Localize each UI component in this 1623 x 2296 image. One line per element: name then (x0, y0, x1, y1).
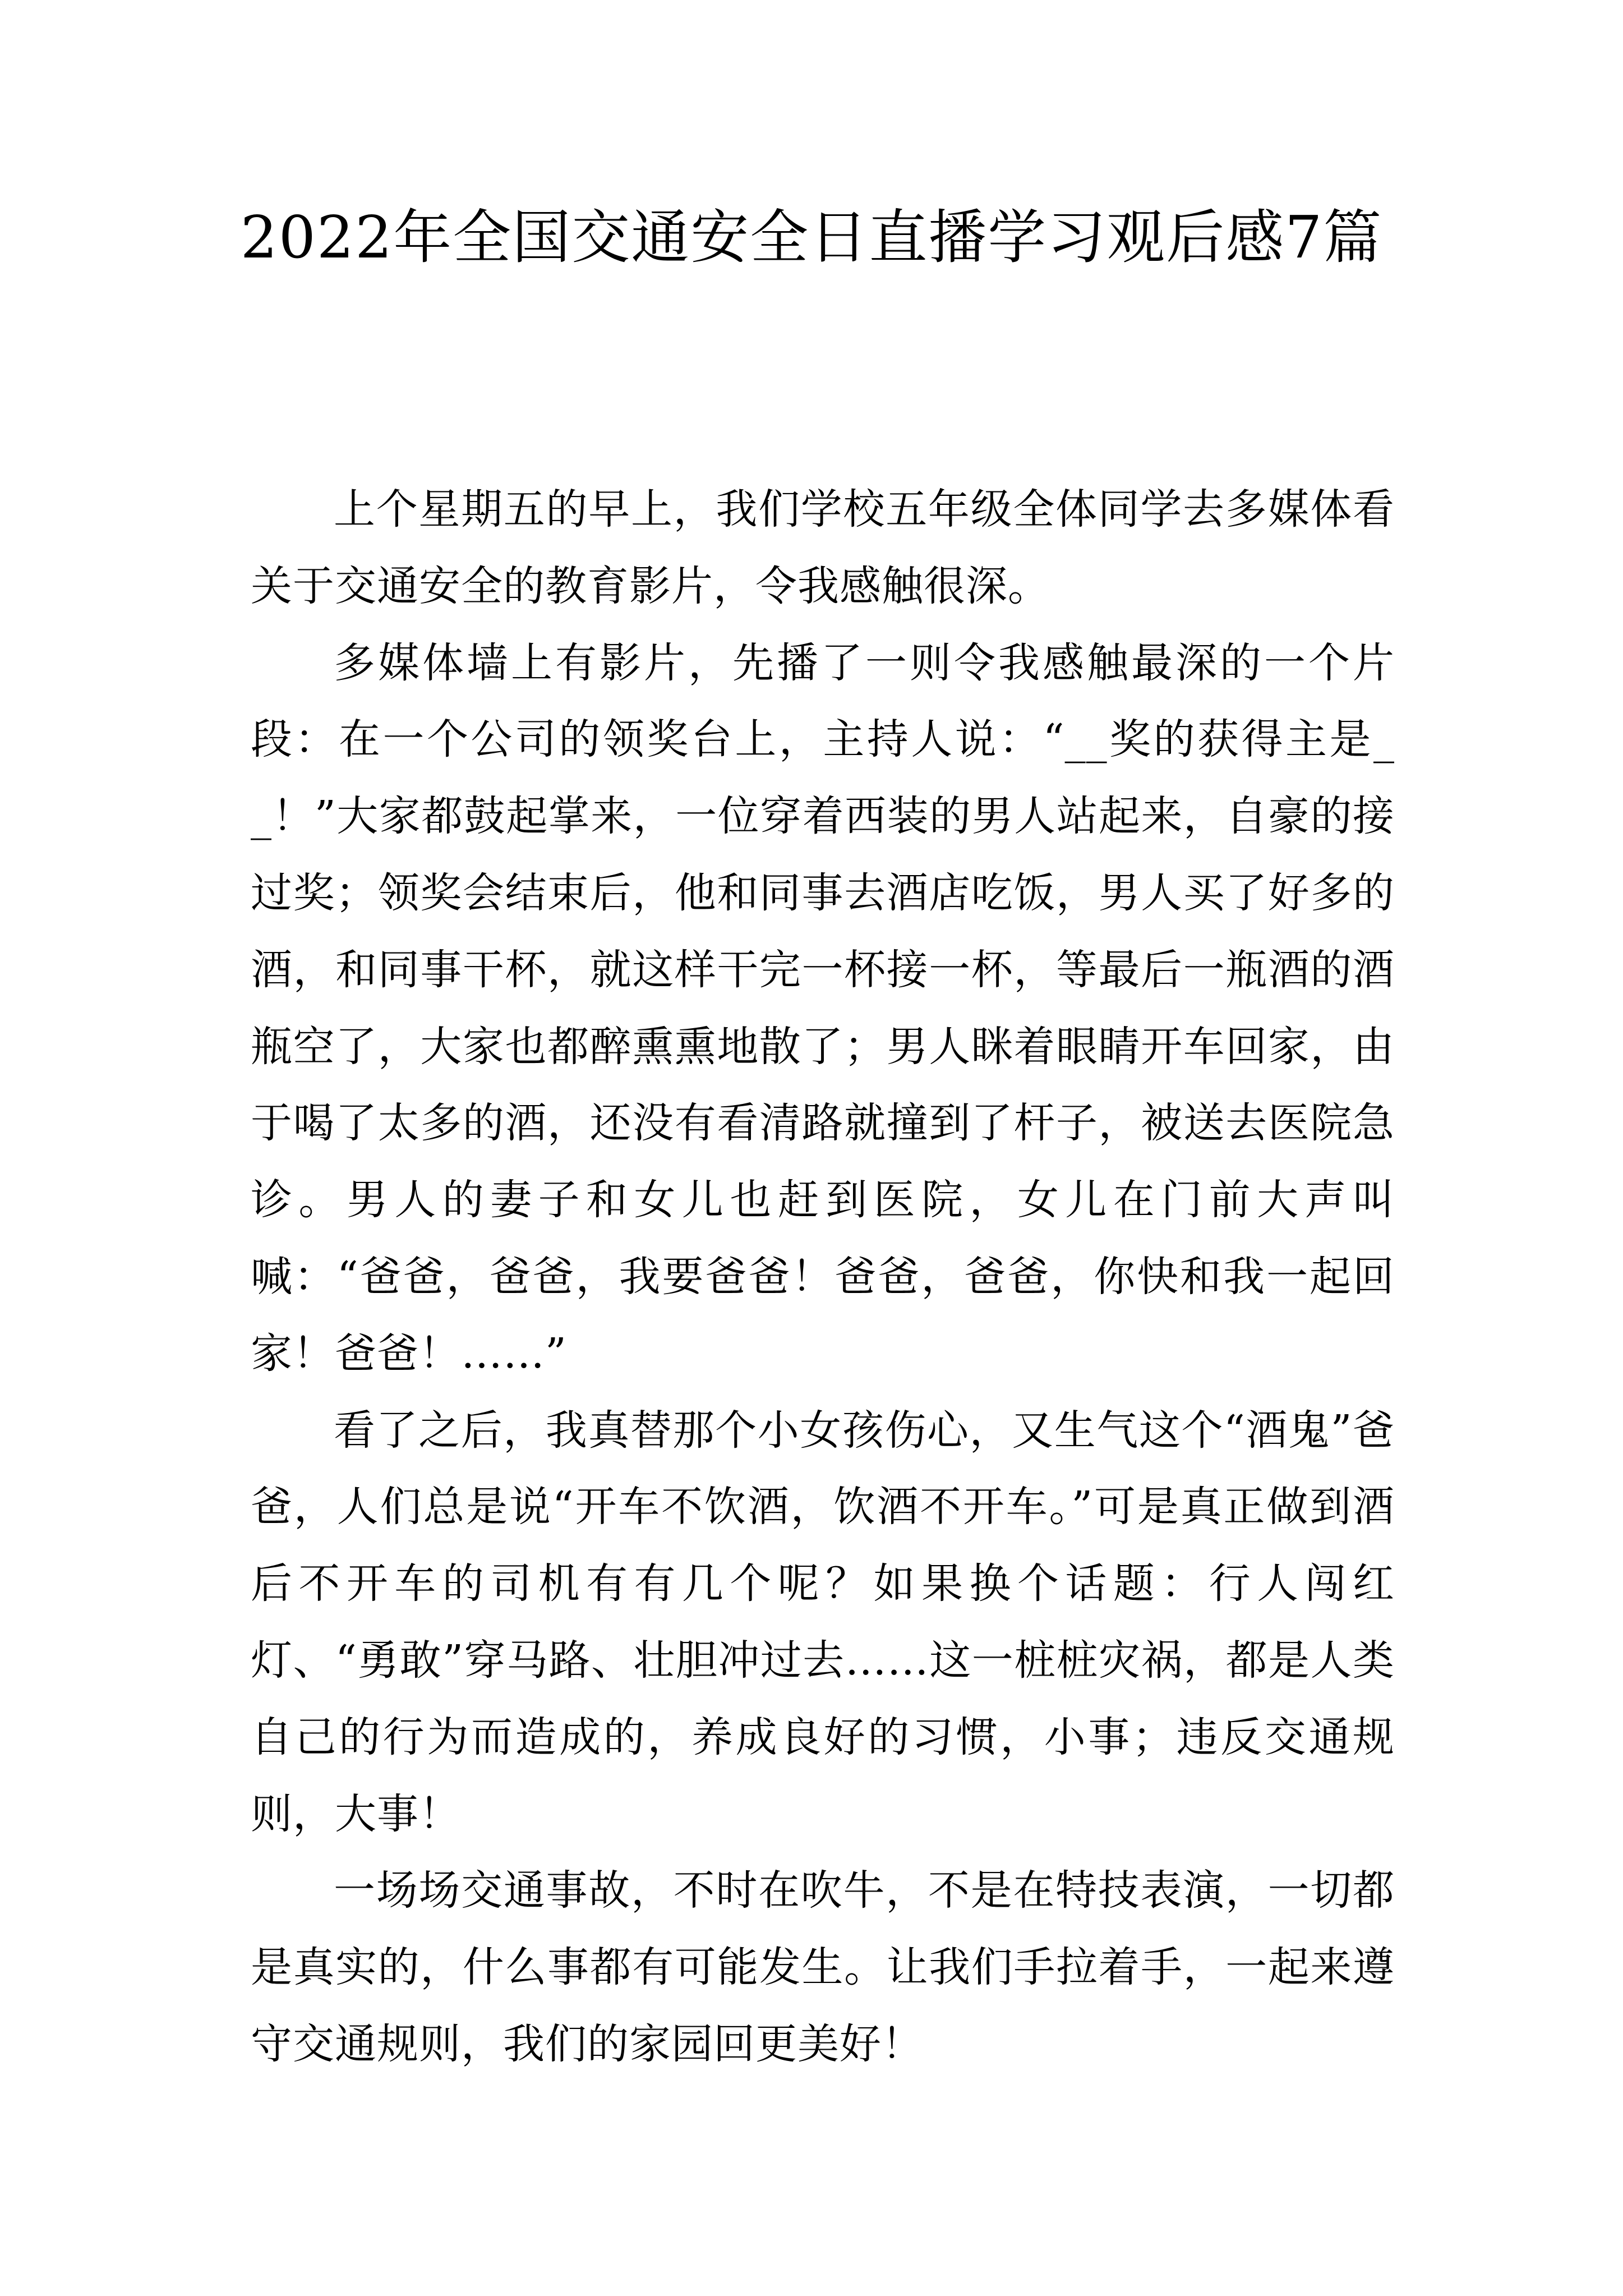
paragraph-3: 看了之后，我真替那个小女孩伤心，又生气这个“酒鬼”爸爸，人们总是说“开车不饮酒，饮酒不开车。”可是真正做到酒后不开车的司机有有几个呢？如果换个话题：行人闯红灯、“勇敢”穿马路、壮胆冲过去……这一桩桩灾祸，都是人类自己的行为而造成的，养成良好的习惯，小事；违反交通规则，大事！ (251, 1406, 1395, 1838)
document-body (251, 471, 1395, 2083)
paragraph-2: 多媒体墙上有影片，先播了一则令我感触最深的一个片段：在一个公司的领奖台上，主持人说：“__奖的获得主是__！”大家都鼓起掌来，一位穿着西装的男人站起来，自豪的接过奖；领奖会结束后，他和同事去酒店吃饭，男人买了好多的酒，和同事干杯，就这样干完一杯接一杯，等最后一瓶酒的酒瓶空了，大家也都醉熏熏地散了；男人眯着眼睛开车回家，由于喝了太多的酒，还没有看清路就撞到了杆子，被送去医院急诊。男人的妻子和女儿也赶到医院，女儿在门前大声叫喊：“爸爸，爸爸，我要爸爸！爸爸，爸爸，你快和我一起回家！爸爸！……” (251, 638, 1395, 1378)
paragraph-4: 一场场交通事故，不时在吹牛，不是在特技表演，一切都是真实的，什么事都有可能发生。让我们手拉着手，一起来遵守交通规则，我们的家园回更美好！ (251, 1866, 1395, 2068)
paragraph-1: 上个星期五的早上，我们学校五年级全体同学去多媒体看关于交通安全的教育影片，令我感触很深。 (251, 485, 1395, 610)
document-title: 2022年全国交通安全日直播学习观后感7篇 (240, 203, 1383, 272)
